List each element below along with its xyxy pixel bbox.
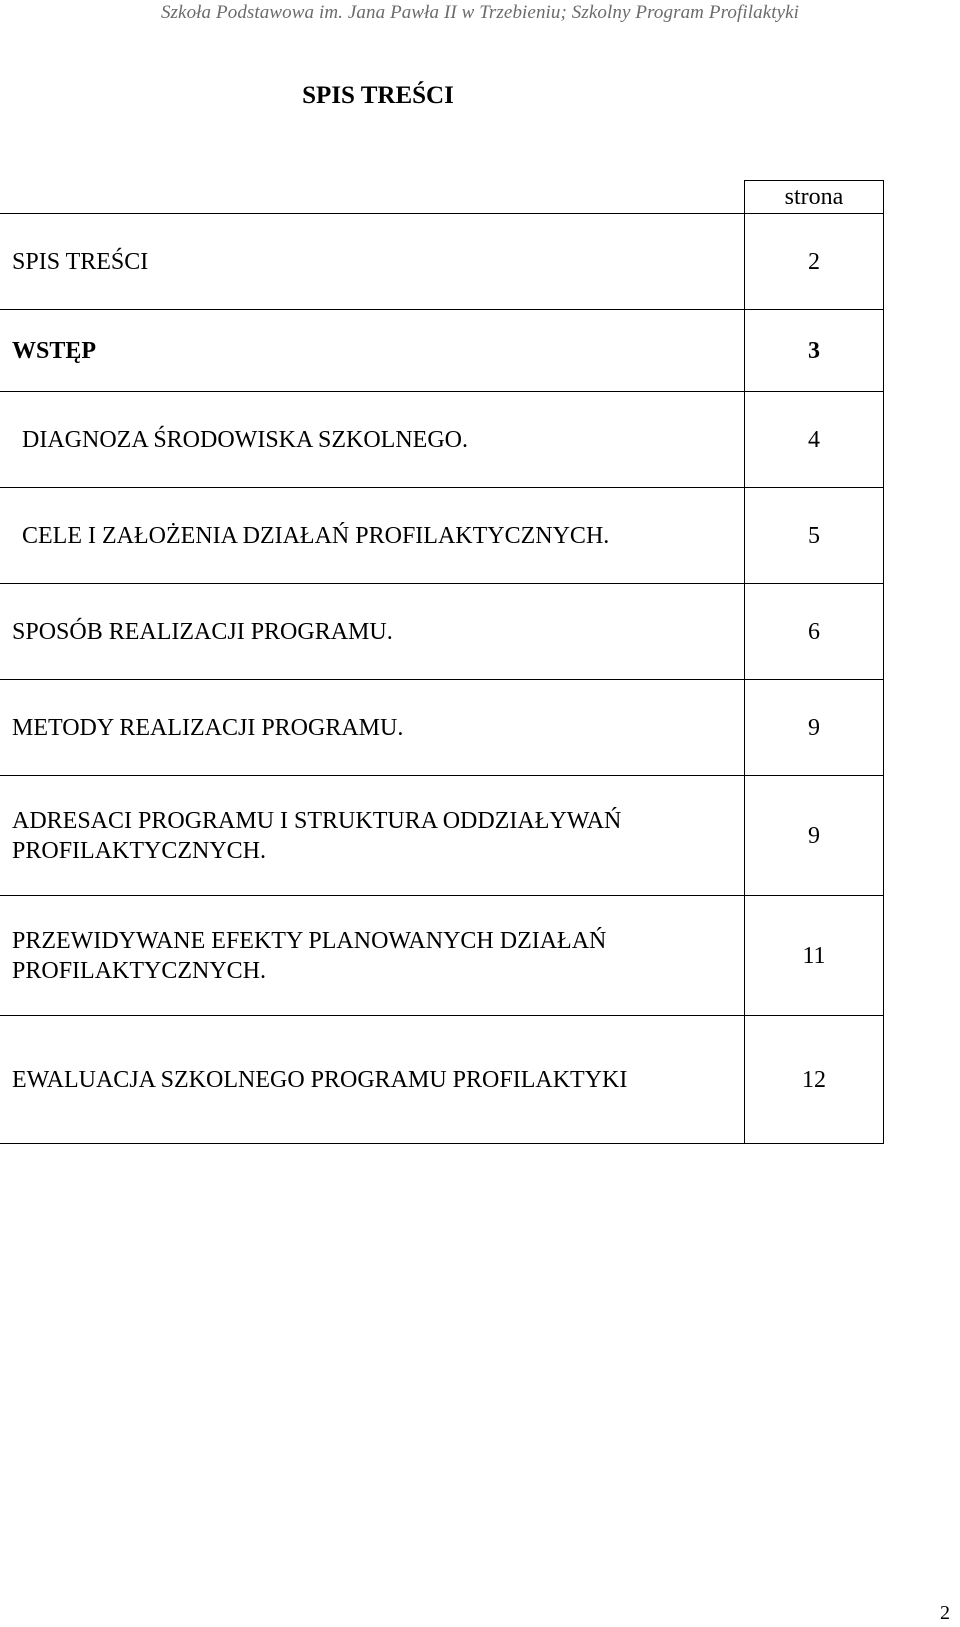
toc-entry-title: METODY REALIZACJI PROGRAMU. xyxy=(0,680,745,776)
toc-entry-title: SPIS TREŚCI xyxy=(0,214,745,310)
toc-row xyxy=(0,680,884,776)
page-column-label: strona xyxy=(745,181,884,214)
toc-row xyxy=(0,896,884,1016)
toc-entry-title: DIAGNOZA ŚRODOWISKA SZKOLNEGO. xyxy=(0,392,745,488)
toc-entry-page: 2 xyxy=(745,214,884,310)
toc-row xyxy=(0,392,884,488)
toc-entry-title: WSTĘP xyxy=(0,310,745,392)
toc-header-blank xyxy=(0,181,745,214)
toc-entry-page: 12 xyxy=(745,1016,884,1144)
toc-header-row xyxy=(0,181,884,214)
toc-entry-title: EWALUACJA SZKOLNEGO PROGRAMU PROFILAKTYKI xyxy=(0,1016,745,1144)
toc-row xyxy=(0,776,884,896)
toc-entry-page: 3 xyxy=(745,310,884,392)
toc-row xyxy=(0,214,884,310)
running-header: Szkoła Podstawowa im. Jana Pawła II w Trzebieniu; Szkolny Program Profilaktyki xyxy=(160,2,800,23)
toc-entry-page: 11 xyxy=(745,896,884,1016)
toc-entry-title: ADRESACI PROGRAMU I STRUKTURA ODDZIAŁYWAŃ PROFILAKTYCZNYCH. xyxy=(0,776,745,896)
toc-row xyxy=(0,584,884,680)
table-of-contents xyxy=(0,180,884,1144)
toc-entry-page: 5 xyxy=(745,488,884,584)
toc-entry-page: 9 xyxy=(745,680,884,776)
toc-row xyxy=(0,488,884,584)
toc-entry-title: SPOSÓB REALIZACJI PROGRAMU. xyxy=(0,584,745,680)
toc-row xyxy=(0,310,884,392)
toc-entry-page: 9 xyxy=(745,776,884,896)
toc-entry-title: PRZEWIDYWANE EFEKTY PLANOWANYCH DZIAŁAŃ PROFILAKTYCZNYCH. xyxy=(0,896,745,1016)
page-title: SPIS TREŚCI xyxy=(302,82,454,109)
toc-entry-page: 4 xyxy=(745,392,884,488)
toc-entry-page: 6 xyxy=(745,584,884,680)
page-number: 2 xyxy=(940,1602,950,1624)
toc-entry-title: CELE I ZAŁOŻENIA DZIAŁAŃ PROFILAKTYCZNYCH. xyxy=(0,488,745,584)
toc-row xyxy=(0,1016,884,1144)
